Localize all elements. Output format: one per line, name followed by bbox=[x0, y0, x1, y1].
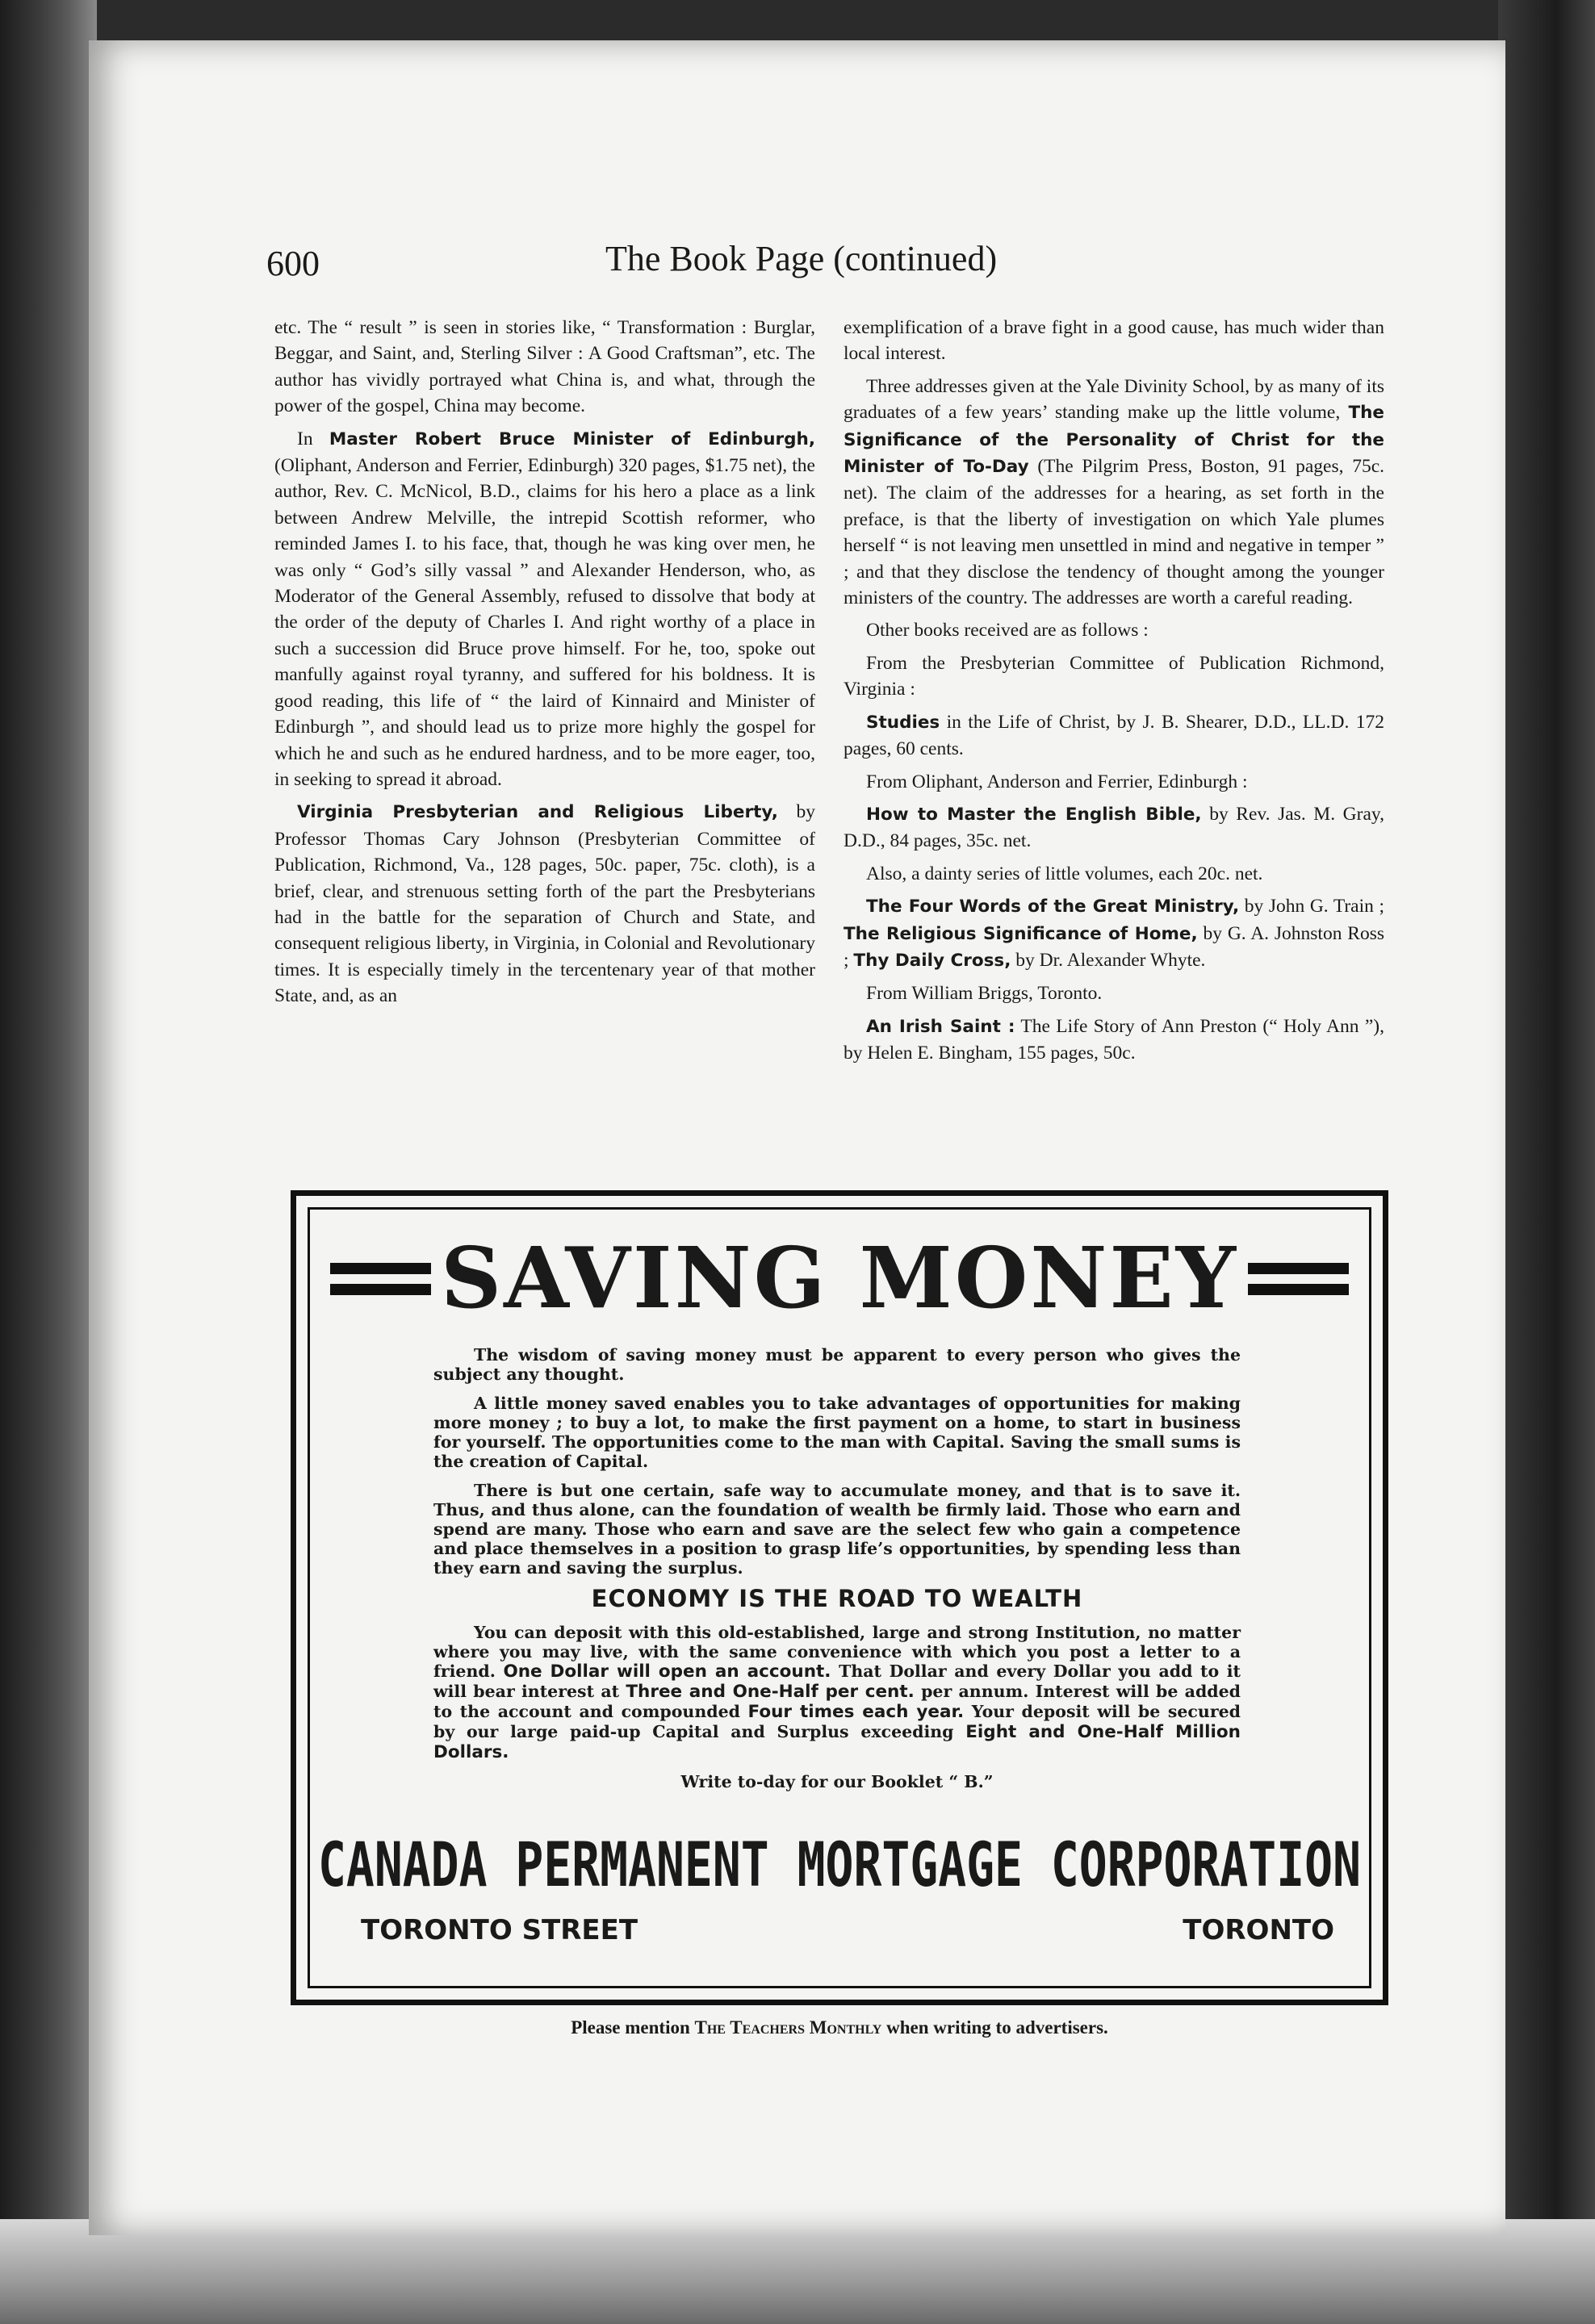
ad-headline bbox=[296, 1228, 1383, 1327]
right-paragraph-2 bbox=[844, 374, 1384, 612]
right-p7-body: by Rev. Jas. M. Gray, D.D., 84 pages, 35c. net. bbox=[844, 803, 1385, 852]
ad-headline-text: SAVING MONEY bbox=[441, 1228, 1238, 1327]
left-paragraph-2 bbox=[274, 426, 815, 793]
book-title-daily-cross: Thy Daily Cross, bbox=[853, 950, 1011, 971]
book-binding bbox=[0, 0, 97, 2324]
right-paragraph-11 bbox=[844, 1014, 1384, 1067]
footer-magazine: The Teachers Monthly bbox=[694, 2017, 882, 2038]
right-p9-body-1: by John G. Train ; bbox=[1244, 896, 1384, 917]
left-paragraph-3 bbox=[274, 799, 815, 1009]
left-p3-body: by Professor Thomas Cary Johnson (Presbyterian Committee of Publication, Richmond, Va., 128 pages, 50c. paper, 75c. cloth), is a brief, clear, and strenuous setting forth of the part the Presbyterians had in the battle for the separation of Church and State, and consequent religious liberty, in Virginia, in Colonial and Revolutionary times. It is especially timely in the tercentenary year of that mother State, and, as an bbox=[274, 801, 816, 1007]
book-title-studies: Studies bbox=[866, 712, 940, 733]
book-title-religious-significance: The Religious Significance of Home, bbox=[844, 923, 1198, 944]
ad-paragraph-4 bbox=[433, 1623, 1241, 1762]
right-paragraph-5 bbox=[844, 709, 1384, 763]
running-title: The Book Page (continued) bbox=[605, 239, 998, 278]
page-header bbox=[266, 238, 1316, 286]
headline-bars-left bbox=[330, 1255, 431, 1302]
right-paragraph-7 bbox=[844, 801, 1384, 855]
ad-corporation-name: CANADA PERMANENT MORTGAGE CORPORATION bbox=[317, 1829, 1361, 1901]
left-column bbox=[274, 315, 815, 1016]
right-p2-body: (The Pilgrim Press, Boston, 91 pages, 75c. net). The claim of the addresses for a hearing, as set forth in the preface, is that the liberty of investigation on which Yale plumes herself “ is not leaving men unsettled in mind and negative in temper ” ; and that they disclose the tendency of thought among the younger ministers of the country. The addresses are worth a careful reading. bbox=[844, 456, 1385, 609]
book-right-edge bbox=[1498, 0, 1595, 2324]
right-p11-body: The Life Story of Ann Preston (“ Holy Ann ”), by Helen E. Bingham, 155 pages, 50c. bbox=[844, 1015, 1384, 1064]
footer-post: when writing to advertisers. bbox=[886, 2017, 1108, 2038]
book-title-virginia-presbyterian: Virginia Presbyterian and Religious Liberty, bbox=[297, 802, 778, 823]
ad-subheading: ECONOMY IS THE ROAD TO WEALTH bbox=[591, 1585, 1083, 1612]
ad-p4-e: per annum. Interest will be added to the account and compounded bbox=[433, 1682, 1241, 1721]
article-columns bbox=[274, 315, 1388, 1170]
ad-paragraph-3: There is but one certain, safe way to accumulate money, and that is to save it. Thus, and thus alone, can the foundation of wealth be firmly laid. Those who earn and spend are many. Those who earn and save are the select few who gain a competence and place themselves in a position to grasp life’s opportunities, by spending less than they earn and saving the surplus. bbox=[433, 1481, 1241, 1578]
ad-p4-g: Your deposit will be secured by our large paid-up Capital and Surplus exceeding bbox=[433, 1702, 1241, 1741]
ad-paragraph-2: A little money saved enables you to take advantages of opportunities for making more money ; to buy a lot, to make the first payment on a home, to start in business for yourself. The opportunities come to the man with Capital. Saving the small sums is the creation of Capital. bbox=[433, 1394, 1241, 1471]
right-paragraph-3: Other books received are as follows : bbox=[866, 620, 1149, 642]
ad-p4-interest-rate: Three and One-Half per cent. bbox=[626, 1682, 915, 1702]
right-paragraph-4: From the Presbyterian Committee of Publication Richmond, Virginia : bbox=[844, 652, 1384, 700]
left-p2-intro: In bbox=[297, 428, 313, 449]
book-title-four-words: The Four Words of the Great Ministry, bbox=[866, 897, 1240, 917]
ad-body bbox=[433, 1345, 1241, 1801]
right-p9-body-2: by G. A. Johnston Ross ; bbox=[844, 922, 1385, 971]
right-paragraph-9 bbox=[844, 893, 1384, 974]
ad-booklet-line: Write to-day for our Booklet “ B.” bbox=[680, 1772, 994, 1791]
ad-p4-capital: Eight and One-Half Million Dollars. bbox=[433, 1722, 1241, 1762]
page-footer bbox=[291, 2017, 1388, 2038]
left-paragraph-1: etc. The “ result ” is seen in stories like, “ Transformation : Burglar, Beggar, and Saint, and, Sterling Silver : A Good Craftsman”, etc. The author has vividly portrayed what China is, and what, through the power of the gospel, China may become. bbox=[274, 317, 815, 417]
left-p2-body: (Oliphant, Anderson and Ferrier, Edinburgh) 320 pages, $1.75 net), the author, Rev. C. McNicol, B.D., claims for his hero a place as a link between Andrew Melville, the intrepid Scottish reformer, who reminded James I. to his face, that, though he was king over men, he was only “ God’s silly vassal ” and Alexander Henderson, who, as Moderator of the General Assembly, refused to dissolve that body at the order of the deputy of Charles I. And right worthy of a place in such a succession did Bruce prove himself. For he, too, spoke out manfully against royal tyranny, and suffered for his boldness. It is good reading, this life of “ the laird of Kinnaird and Minister of Edinburgh ”, and should lead us to prize more highly the gospel for which he and such as he endured hardness, and to be more eager, too, in seeking to spread it abroad. bbox=[274, 455, 815, 790]
ad-p4-open-account: One Dollar will open an account. bbox=[503, 1661, 831, 1682]
headline-bars-right bbox=[1248, 1255, 1349, 1302]
right-column bbox=[844, 315, 1384, 1073]
footer-pre: Please mention bbox=[571, 2017, 690, 2038]
ad-p4-compounded: Four times each year. bbox=[747, 1702, 965, 1722]
ad-street: TORONTO STREET bbox=[361, 1914, 638, 1946]
right-paragraph-1: exemplification of a brave fight in a good cause, has much wider than local interest. bbox=[844, 317, 1384, 365]
ad-paragraph-1: The wisdom of saving money must be apparent to every person who gives the subject any thought. bbox=[433, 1345, 1241, 1384]
right-p2-intro: Three addresses given at the Yale Divinity School, by as many of its graduates of a few years’ standing make up the little volume, bbox=[844, 375, 1384, 424]
right-p9-body-3: by Dr. Alexander Whyte. bbox=[1015, 949, 1206, 971]
book-title-english-bible: How to Master the English Bible, bbox=[866, 804, 1202, 825]
right-p5-body: in the Life of Christ, by J. B. Shearer, D.D., LL.D. 172 pages, 60 cents. bbox=[844, 711, 1385, 760]
ad-p4-c: That Dollar and every Dollar you add to it will bear interest at bbox=[433, 1661, 1241, 1701]
book-title-irish-saint: An Irish Saint : bbox=[866, 1016, 1015, 1037]
right-paragraph-8: Also, a dainty series of little volumes, each 20c. net. bbox=[866, 863, 1263, 884]
ad-city: TORONTO bbox=[1183, 1914, 1334, 1946]
book-title-robert-bruce: Master Robert Bruce Minister of Edinburgh, bbox=[329, 428, 815, 449]
page-number: 600 bbox=[266, 244, 320, 283]
book-title-significance-personality: The Significance of the Personality of Christ for the Minister of To-Day bbox=[844, 403, 1384, 478]
ad-p4-a: You can deposit with this old-established, large and strong Institution, no matter where you may live, with the same convenience with which you post a letter to a friend. bbox=[433, 1623, 1241, 1681]
advertisement-box bbox=[291, 1190, 1388, 2005]
right-paragraph-10: From William Briggs, Toronto. bbox=[866, 983, 1103, 1005]
right-paragraph-6: From Oliphant, Anderson and Ferrier, Edinburgh : bbox=[866, 771, 1248, 792]
